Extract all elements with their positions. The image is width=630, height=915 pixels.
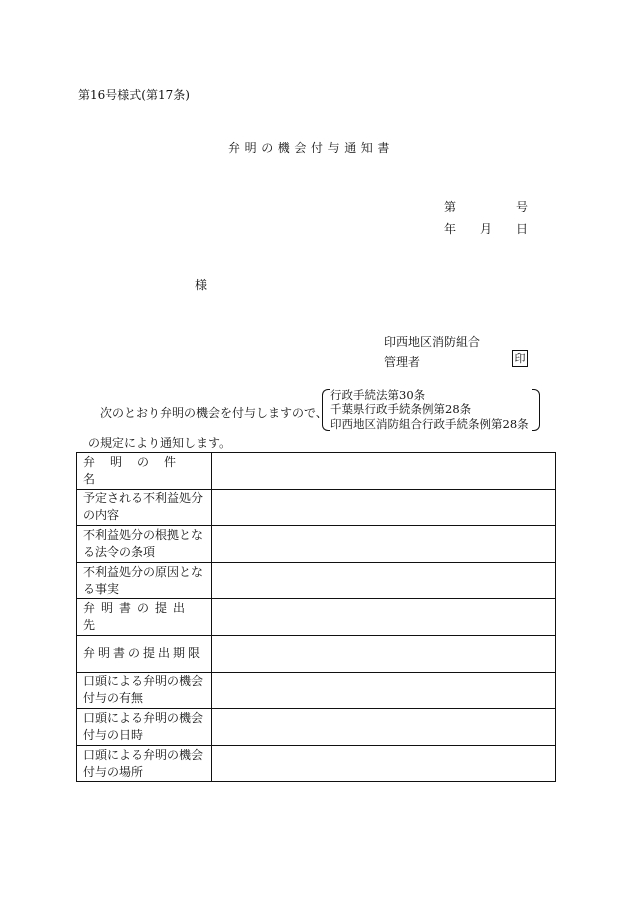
law-references — [322, 387, 540, 431]
closing-text: の規定により通知します。 — [88, 436, 232, 450]
document-title: 弁明の機会付与通知書 — [228, 141, 395, 155]
form-number: 第16号様式(第17条) — [78, 88, 190, 102]
date-day: 日 — [515, 222, 528, 236]
table-row — [77, 672, 556, 709]
law-reference: 行政手続法第30条 — [330, 388, 426, 402]
intro-text: 次のとおり弁明の機会を付与しますので、 — [100, 406, 328, 420]
right-bracket — [532, 389, 540, 431]
row-value[interactable] — [212, 709, 556, 746]
table-row — [77, 526, 556, 563]
row-label: 弁明の件名 — [77, 453, 212, 490]
row-label: 不利益処分の根拠となる法令の条項 — [77, 526, 212, 563]
table-row — [77, 709, 556, 746]
law-reference: 千葉県行政手続条例第28条 — [330, 402, 472, 416]
reference-number — [444, 198, 528, 215]
table-row — [77, 489, 556, 526]
table-row — [77, 745, 556, 782]
seal-mark: 印 — [512, 350, 528, 367]
left-bracket — [322, 389, 330, 431]
row-label: 口頭による弁明の機会付与の場所 — [77, 745, 212, 782]
law-reference: 印西地区消防組合行政手続条例第28条 — [330, 417, 529, 431]
row-label: 弁明書の提出期限 — [77, 635, 212, 672]
table-row — [77, 453, 556, 490]
addressee-suffix: 様 — [195, 278, 208, 292]
row-value[interactable] — [212, 562, 556, 599]
date-month: 月 — [479, 222, 492, 236]
row-value[interactable] — [212, 599, 556, 636]
reference-number-suffix: 号 — [515, 200, 528, 214]
date-year: 年 — [444, 222, 457, 236]
row-value[interactable] — [212, 745, 556, 782]
row-value[interactable] — [212, 453, 556, 490]
reference-date — [444, 220, 528, 237]
reference-number-prefix: 第 — [444, 200, 457, 214]
row-value[interactable] — [212, 489, 556, 526]
table-row — [77, 635, 556, 672]
table-row — [77, 562, 556, 599]
detail-table — [76, 452, 556, 782]
row-label: 口頭による弁明の機会付与の有無 — [77, 672, 212, 709]
row-value[interactable] — [212, 635, 556, 672]
row-label: 不利益処分の原因となる事実 — [77, 562, 212, 599]
sender-organization: 印西地区消防組合 — [384, 335, 481, 349]
row-value[interactable] — [212, 672, 556, 709]
row-label: 弁明書の提出先 — [77, 599, 212, 636]
row-label: 予定される不利益処分の内容 — [77, 489, 212, 526]
row-value[interactable] — [212, 526, 556, 563]
row-label: 口頭による弁明の機会付与の日時 — [77, 709, 212, 746]
table-row — [77, 599, 556, 636]
sender-title: 管理者 — [384, 355, 421, 369]
